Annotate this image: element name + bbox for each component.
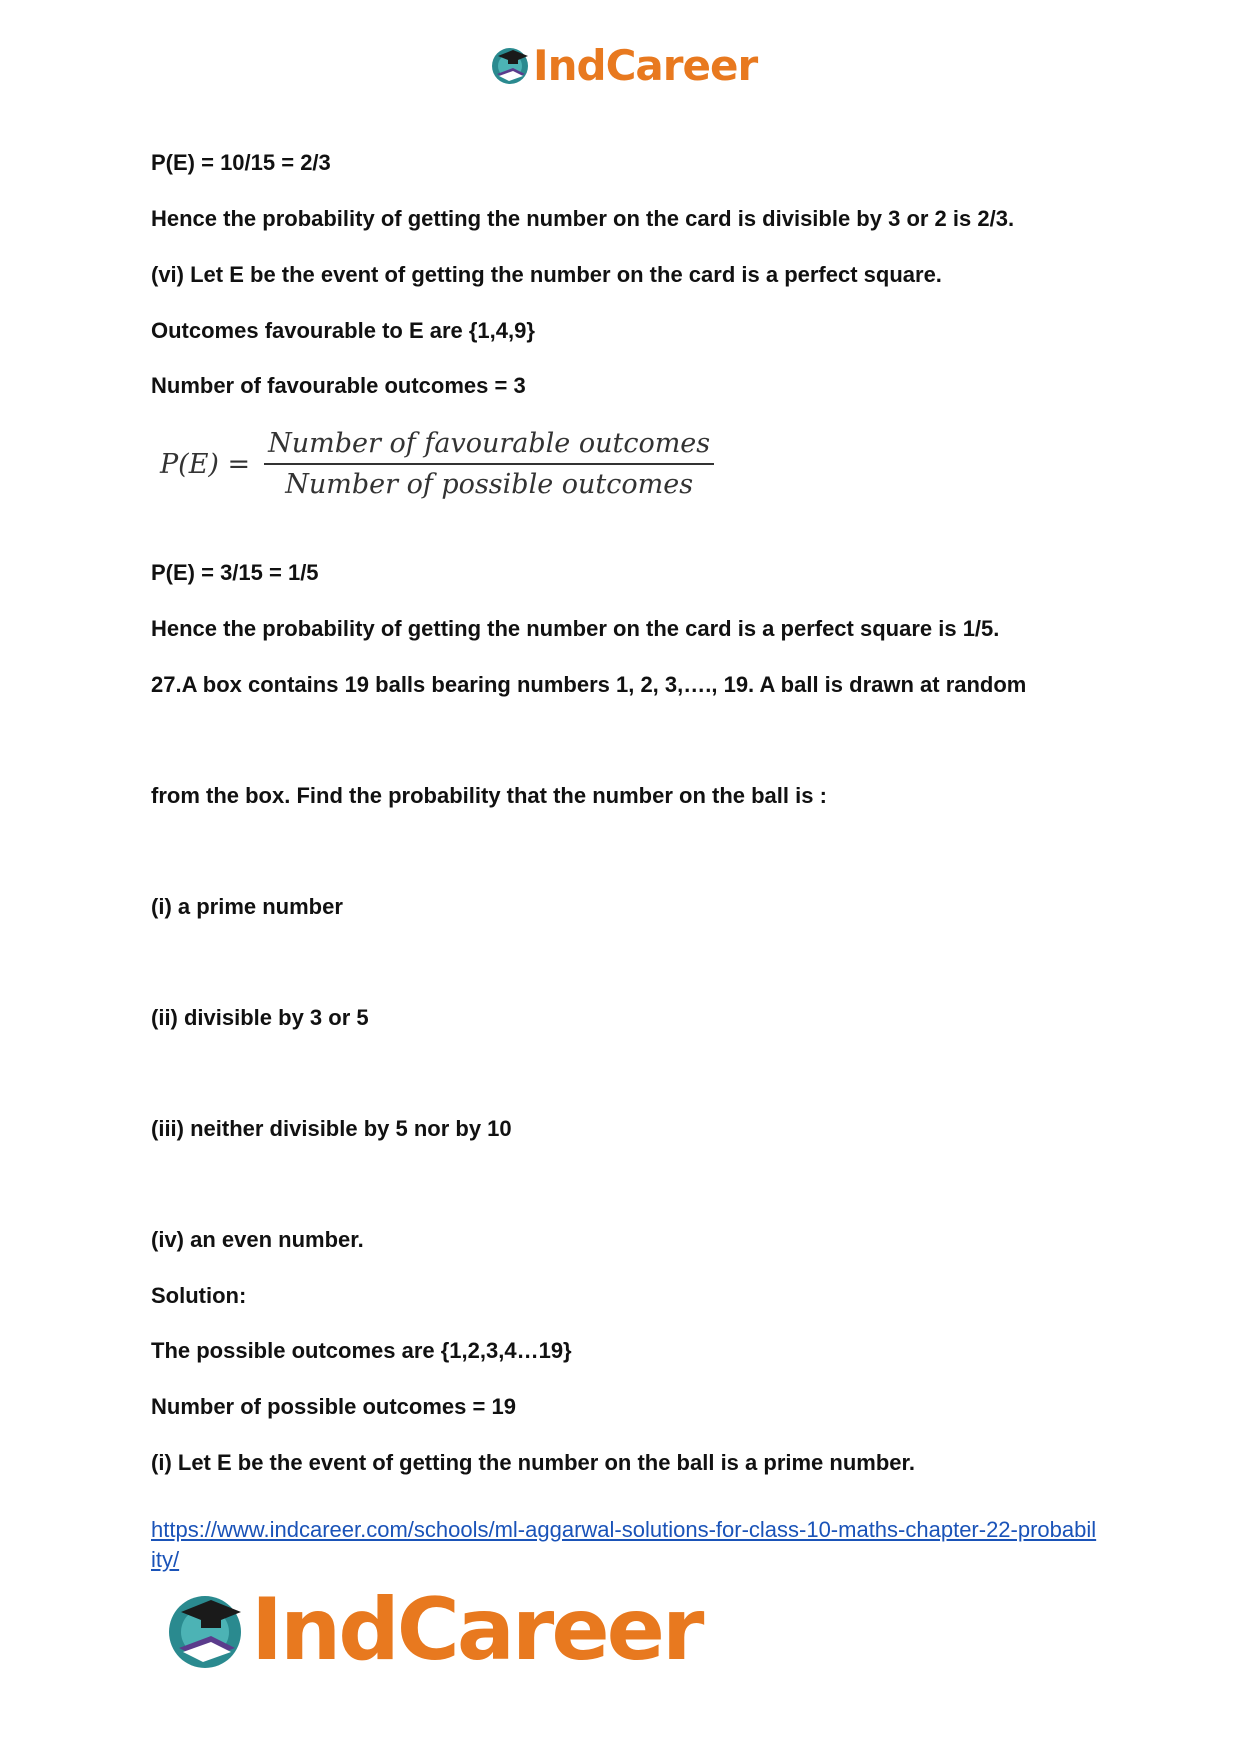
text-line: The possible outcomes are {1,2,3,4…19}	[151, 1338, 572, 1363]
question-part: (ii) divisible by 3 or 5	[151, 1005, 369, 1030]
text-line: P(E) = 3/15 = 1/5	[151, 560, 319, 585]
text-line: Number of possible outcomes = 19	[151, 1394, 516, 1419]
text-line: Number of favourable outcomes = 3	[151, 373, 526, 398]
text-line: P(E) = 10/15 = 2/3	[151, 150, 331, 175]
logo-text: IndCareer	[533, 40, 758, 90]
logo-text: IndCareer	[251, 1580, 702, 1680]
text-line: Hence the probability of getting the number on the card is a perfect square is 1/5.	[151, 616, 1000, 641]
graduation-book-icon	[489, 44, 531, 86]
text-line: Outcomes favourable to E are {1,4,9}	[151, 318, 535, 343]
formula-fraction	[264, 428, 714, 500]
text-line: Hence the probability of getting the number on the card is divisible by 3 or 2 is 2/3.	[151, 206, 1015, 231]
question-part: (iii) neither divisible by 5 nor by 10	[151, 1116, 512, 1141]
question-line: from the box. Find the probability that the number on the ball is :	[151, 783, 827, 808]
text-line: (vi) Let E be the event of getting the number on the card is a perfect square.	[151, 262, 942, 287]
header-logo	[489, 40, 757, 90]
text-line: (i) Let E be the event of getting the number on the ball is a prime number.	[151, 1450, 915, 1475]
solution-heading: Solution:	[151, 1283, 247, 1308]
footer-logo	[163, 1580, 702, 1680]
question-line: 27.A box contains 19 balls bearing numbers 1, 2, 3,…., 19. A ball is drawn at random	[151, 672, 1027, 697]
probability-formula	[160, 428, 714, 500]
formula-numerator: Number of favourable outcomes	[264, 428, 714, 465]
question-part: (i) a prime number	[151, 894, 343, 919]
formula-denominator: Number of possible outcomes	[285, 469, 694, 500]
formula-lhs: P(E) =	[160, 448, 251, 480]
source-link[interactable]: https://www.indcareer.com/schools/ml-aggarwal-solutions-for-class-10-maths-chapter-22-probability/	[151, 1517, 1097, 1572]
question-part: (iv) an even number.	[151, 1227, 364, 1252]
graduation-book-icon	[163, 1588, 247, 1672]
